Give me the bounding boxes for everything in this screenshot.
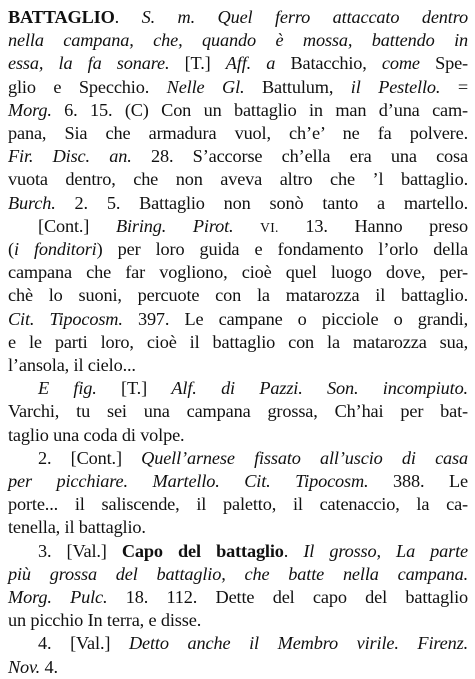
line-text: porte... il saliscende, il paletto, il catenaccio, la ca-: [8, 494, 468, 515]
line-text: 3. [Val.]: [38, 540, 122, 561]
text-line: [8, 563, 468, 586]
italic-text: Morg.: [8, 99, 52, 120]
small-caps-text: VI.: [260, 219, 279, 235]
text-line: [38, 447, 468, 470]
text-line: [8, 99, 468, 122]
headword-line: [8, 6, 468, 29]
italic-text: il Pestello.: [350, 76, 441, 97]
italic-text: Aff. a: [225, 53, 276, 74]
line-text: 2. 5. Battaglio non sonò tanto a martello.: [55, 192, 468, 213]
line-text: Varchi, tu sei una campana grossa, Ch’hai per bat-: [8, 401, 468, 422]
text-line: [8, 238, 468, 261]
text-line: [8, 493, 468, 516]
italic-text: Nov.: [8, 656, 41, 677]
line-text: 388. Le: [368, 471, 469, 491]
text-line: [38, 377, 468, 400]
italic-text: i fonditori: [13, 239, 97, 259]
line-text: un picchio In terra, e disse.: [8, 610, 202, 631]
italic-text: più grossa del battaglio, che batte nella campana.: [8, 563, 468, 584]
text-line: [8, 331, 468, 354]
italic-text: per picchiare. Martello. Cit. Tipocosm.: [8, 471, 369, 491]
italic-text: Nelle Gl.: [166, 76, 245, 97]
italic-text: nella campana, che, quando è mossa, battendo in: [8, 30, 468, 51]
italic-text: E fig.: [38, 378, 97, 399]
line-text: l’ansola, il cielo...: [8, 355, 136, 375]
text-line: [8, 656, 58, 679]
line-text: 18. 112. Dette del capo del battaglio: [107, 587, 468, 607]
bold-term: BATTAGLIO: [8, 7, 115, 27]
text-line: [8, 261, 468, 284]
line-text: ) per loro guida e fondamento l’orlo della: [96, 239, 468, 259]
italic-text: Morg. Pulc.: [8, 587, 108, 607]
line-text: (: [8, 239, 14, 259]
text-line: [38, 632, 468, 655]
italic-text: Burch.: [8, 192, 56, 213]
line-text: [233, 216, 260, 236]
line-text: 13. Hanno preso: [278, 215, 469, 236]
line-text: [Cont.]: [38, 215, 116, 236]
text-line: [8, 354, 136, 377]
text-line: [8, 52, 468, 75]
text-line: [8, 284, 468, 307]
line-text: tenella, il battaglio.: [8, 517, 146, 538]
text-line: [38, 215, 468, 238]
text-line: [8, 192, 468, 215]
text-line: [8, 586, 468, 609]
text-line: [8, 308, 468, 331]
line-text: vuota dentro, che non aveva altro che ’l battaglio.: [8, 169, 468, 190]
italic-text: Cit. Tipocosm.: [8, 308, 123, 329]
line-text: pana, Sia che armadura vuol, ch’e’ ne fa polvere.: [8, 123, 468, 143]
text-line: [8, 29, 468, 52]
bold-term: Capo del battaglio: [121, 540, 284, 561]
italic-text: Il grosso, La parte: [303, 540, 469, 561]
italic-text: Fir. Disc. an.: [8, 146, 132, 167]
line-text: 28. S’accorse ch’ella era una cosa: [131, 146, 468, 167]
line-text: Spe-: [419, 53, 468, 74]
text-line: [8, 400, 468, 423]
text-line: [8, 609, 201, 632]
line-text: .: [114, 7, 142, 27]
line-text: e le parti loro, cioè il battaglio con la matarozza sua,: [8, 331, 468, 352]
line-text: [T.]: [96, 378, 172, 399]
line-text: 397. Le campane o picciole o grandi,: [122, 308, 468, 329]
italic-text: Biring. Pirot.: [115, 215, 234, 236]
line-text: campana che far vogliono, cioè quel luogo dove, per-: [8, 262, 468, 283]
line-text: Batacchio,: [275, 53, 382, 74]
text-line: [8, 168, 468, 191]
line-text: .: [283, 540, 304, 561]
text-line: [8, 516, 146, 539]
line-text: 4. [Val.]: [38, 633, 129, 654]
italic-text: essa, la fa sonare.: [8, 53, 170, 74]
line-text: 4.: [40, 656, 58, 677]
italic-text: come: [381, 53, 420, 74]
line-text: =: [440, 76, 469, 97]
text-line: [8, 76, 468, 99]
text-line: [8, 424, 184, 447]
line-text: Battulum,: [244, 76, 351, 97]
text-line: [38, 540, 468, 563]
italic-text: Detto anche il Membro virile. Firenz.: [128, 633, 469, 654]
italic-text: Quell’arnese fissato all’uscio di casa: [141, 447, 468, 468]
line-text: 6. 15. (C) Con un battaglio in man d’una cam-: [51, 99, 468, 120]
text-line: [8, 145, 468, 168]
line-text: taglio una coda di volpe.: [8, 424, 185, 445]
text-line: [8, 470, 468, 493]
line-text: glio e Specchio.: [8, 76, 167, 97]
line-text: 2. [Cont.]: [38, 447, 142, 468]
line-text: [T.]: [169, 53, 226, 74]
text-line: [8, 122, 468, 145]
italic-text: S. m. Quel ferro attaccato dentro: [141, 7, 469, 27]
italic-text: Alf. di Pazzi. Son. incompiuto.: [171, 378, 468, 399]
line-text: chè lo suoni, percuote con la matarozza il battaglio.: [8, 285, 468, 306]
